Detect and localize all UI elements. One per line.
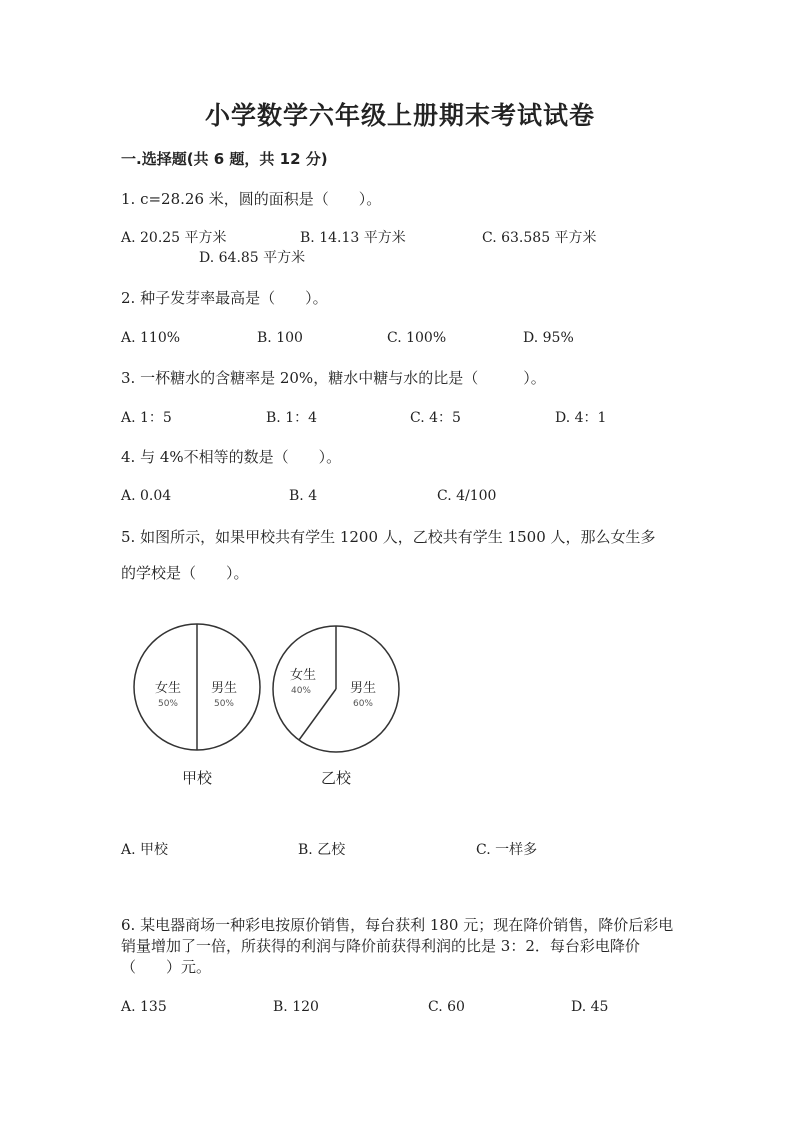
q4-option-c: C. 4/100 <box>437 488 497 504</box>
q6-option-a: A. 135 <box>121 999 167 1015</box>
q2-option-a: A. 110% <box>121 330 181 346</box>
question-5-stem-line1: 5. 如图所示，如果甲校共有学生 1200 人，乙校共有学生 1500 人，那么女生多 <box>121 528 656 546</box>
pie-yixiao-label-male: 男生 <box>349 681 377 696</box>
q2-option-d: D. 95% <box>523 330 574 346</box>
pie-jiaxiao-label-female: 女生 <box>154 681 182 696</box>
pie-jiaxiao-title: 甲校 <box>181 769 213 787</box>
q4-option-a: A. 0.04 <box>121 488 172 504</box>
q1-option-b: B. 14.13 平方米 <box>300 230 406 246</box>
page-title: 小学数学六年级上册期末考试试卷 <box>204 101 595 130</box>
question-3-stem: 3. 一杯糖水的含糖率是 20%，糖水中糖与水的比是（ ）。 <box>121 369 546 387</box>
pie-yixiao-label-female: 女生 <box>289 668 317 683</box>
question-2-stem: 2. 种子发芽率最高是（ ）。 <box>121 289 328 307</box>
question-6-stem: 6. 某电器商场一种彩电按原价销售，每台获利 180 元；现在降价销售，降价后彩电销量增加了一倍，所获得的利润与降价前获得利润的比是 3：2．每台彩电降价（ ）元。 <box>121 916 674 976</box>
q5-option-b: B. 乙校 <box>298 842 346 858</box>
question-5-stem-line2: 的学校是（ ）。 <box>121 564 249 582</box>
q2-option-b: B. 100 <box>257 330 303 346</box>
q3-option-c: C. 4：5 <box>410 410 461 426</box>
pie-chart-yixiao <box>273 626 399 787</box>
pie-jiaxiao-label-male: 男生 <box>210 681 238 696</box>
question-4-stem: 4. 与 4%不相等的数是（ ）。 <box>121 448 342 466</box>
pie-yixiao-title: 乙校 <box>320 769 352 787</box>
q2-option-c: C. 100% <box>387 330 447 346</box>
q5-option-c: C. 一样多 <box>476 842 538 858</box>
pie-chart-jiaxiao <box>134 624 260 787</box>
q6-option-b: B. 120 <box>273 999 319 1015</box>
q3-option-a: A. 1：5 <box>121 410 172 426</box>
pie-charts <box>120 615 410 795</box>
q3-option-b: B. 1：4 <box>266 410 318 426</box>
section-heading: 一.选择题(共 6 题，共 12 分) <box>121 150 328 168</box>
q3-option-d: D. 4：1 <box>555 410 607 426</box>
q1-option-c: C. 63.585 平方米 <box>482 230 597 246</box>
q6-option-c: C. 60 <box>428 999 465 1015</box>
q1-option-d: D. 64.85 平方米 <box>199 250 306 266</box>
pie-yixiao-value-male: 60% <box>352 699 374 709</box>
question-1-stem: 1. c=28.26 米，圆的面积是（ ）。 <box>121 190 382 208</box>
q6-option-d: D. 45 <box>571 999 609 1015</box>
pie-yixiao-value-female: 40% <box>290 686 312 696</box>
pie-jiaxiao-value-male: 50% <box>213 699 235 709</box>
q4-option-b: B. 4 <box>289 488 318 504</box>
pie-jiaxiao-value-female: 50% <box>157 699 179 709</box>
q1-option-a: A. 20.25 平方米 <box>121 230 227 246</box>
q5-option-a: A. 甲校 <box>121 842 169 858</box>
